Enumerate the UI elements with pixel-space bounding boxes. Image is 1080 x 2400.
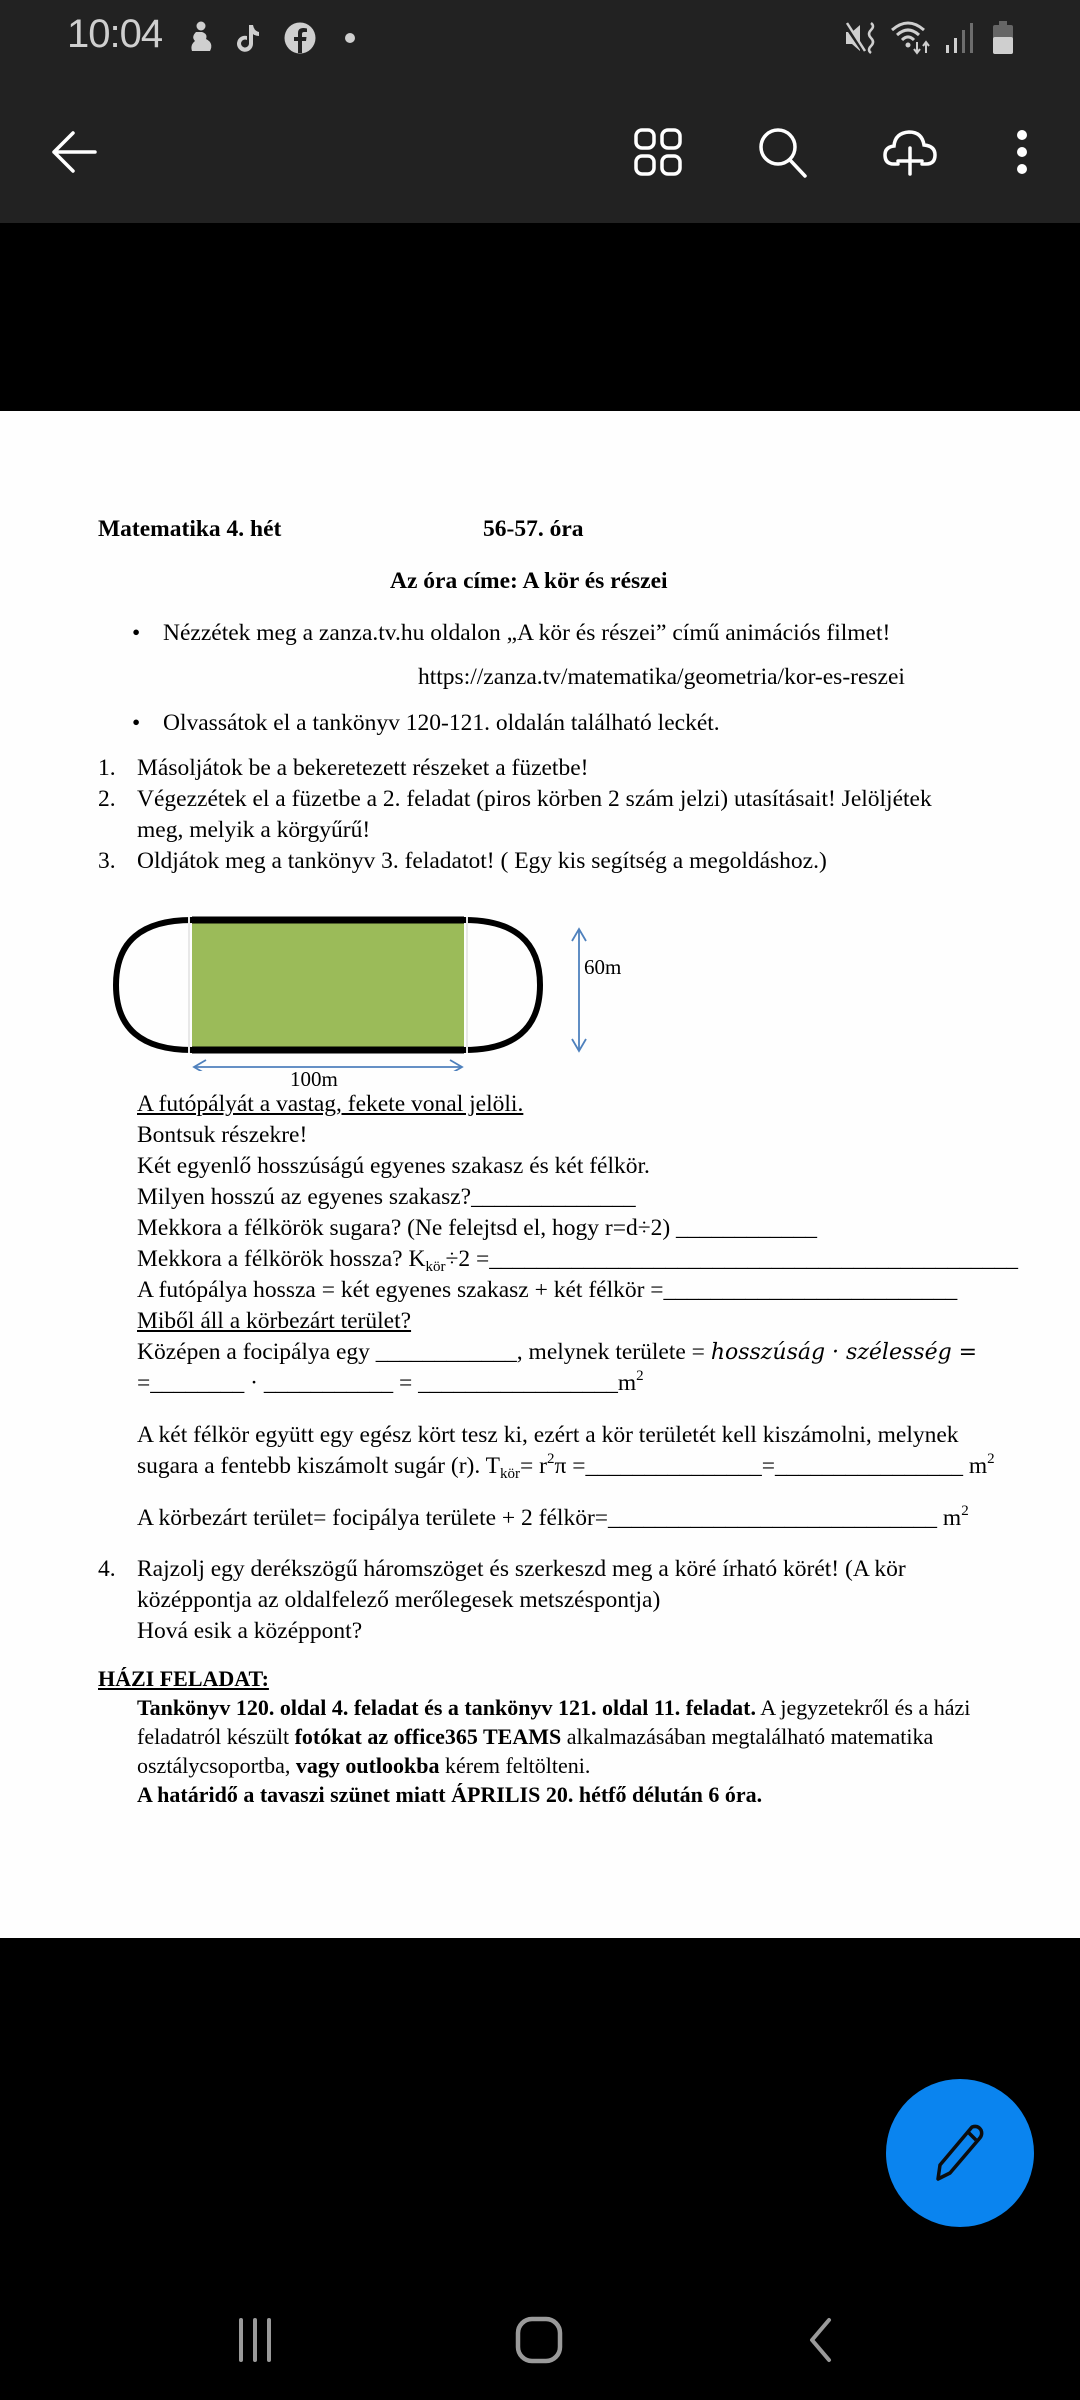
status-bar [0,0,1080,80]
edit-fab-button[interactable] [886,2079,1034,2227]
header-left: Matematika 4. hét [98,516,282,542]
home-icon [514,2315,564,2365]
homework-line3: osztálycsoportba, vagy outlookba kérem feltölteni. [137,1753,591,1778]
field-area-blanks: =________ · ___________ = $\_\_\_\_\_\_\_\_\_\_\_\_\_\_\_\_\_m^2$ [137,1368,644,1396]
item-2-line2: meg, melyik a körgyűrű! [137,817,371,843]
width-label: 100m [290,1067,338,1091]
system-nav-bar [0,2280,1080,2400]
search-button[interactable] [747,116,819,188]
bullet-dot: • [132,620,141,646]
arrow-left-icon [51,131,97,173]
nav-back-button[interactable] [775,2300,865,2380]
zanza-link[interactable]: https://zanza.tv/matematika/geometria/kor-es-reszei [418,664,905,690]
track-description: A futópályát a vastag, fekete vonal jelöli. [137,1091,524,1117]
question-straight-length: Milyen hosszú az egyenes szakasz?______________ [137,1184,636,1210]
task-text: Két egyenlő hosszúságú egyenes szakasz és két félkör. [137,1153,650,1179]
home-button[interactable] [494,2300,584,2380]
running-track-figure [108,901,668,1071]
question-radius: Mekkora a félkörök sugara? (Ne felejtsd el, hogy r=d÷2) ____________ [137,1215,818,1241]
question-track-length: A futópálya hossza = két egyenes szakasz + két félkör =_________________________ [137,1277,958,1303]
lesson-title: Az óra címe: A kör és részei [390,568,668,594]
circle-area-text: A két félkör együtt egy egész kört tesz ki, ezért a kör területét kell kiszámolni, melynek [137,1422,959,1448]
homework-deadline: A határidő a tavaszi szünet miatt ÁPRILIS 20. hétfő délután 6 óra. [137,1782,763,1807]
item-number: 4. [98,1556,116,1582]
pencil-icon [932,2123,988,2183]
cloud-upload-button[interactable] [874,116,946,188]
battery-icon [990,18,1016,58]
item-number: 1. [98,755,116,781]
height-dimension-arrow [572,929,586,1051]
item-number: 2. [98,786,116,812]
track-right-semicircle [464,920,540,1050]
grid-icon [633,127,683,177]
chevron-left-icon [805,2316,835,2364]
enclosed-area-formula: A körbezárt terület= focipálya területe + 2 félkör=____________________________ $m^2$ [137,1503,969,1531]
thumbnails-button[interactable] [622,116,694,188]
bullet-textbook: Olvassátok el a tankönyv 120-121. oldalán található leckét. [163,710,720,736]
wifi-data-icon [890,18,934,58]
more-options-button[interactable] [986,116,1058,188]
back-button[interactable] [38,116,110,188]
item-3: Oldjátok meg a tankönyv 3. feladatot! ( Egy kis segítség a megoldáshoz.) [137,848,827,874]
search-icon [757,126,809,178]
item-2-line1: Végezzétek el a füzetbe a 2. feladat (piros körben 2 szám jelzi) utasításait! Jelöljétek [137,786,932,812]
baby-bump-app-icon [186,18,216,58]
homework-line2: feladatról készült fotókat az office365 TEAMS alkalmazásában megtalálható matematika [137,1724,934,1749]
signal-strength-icon [942,18,976,58]
item-4-line3: Hová esik a középpont? [137,1618,363,1644]
recent-apps-button[interactable] [210,2300,300,2380]
bullet-video: Nézzétek meg a zanza.tv.hu oldalon „A kör és részei” című animációs filmet! [163,620,891,646]
enclosed-area-heading: Miből áll a körbezárt terület? [137,1308,412,1334]
item-1: Másoljátok be a bekeretezett részeket a füzetbe! [137,755,589,781]
item-4-line2: középpontja az oldalfelező merőlegesek metszéspontja) [137,1587,661,1613]
mute-vibrate-icon [844,18,880,58]
app-toolbar [0,80,1080,223]
task-text: Bontsuk részekre! [137,1122,308,1148]
track-left-semicircle [116,920,192,1050]
tiktok-icon [234,18,264,58]
header-right: 56-57. óra [483,516,584,542]
recents-icon [233,2317,277,2363]
status-time: 10:04 [67,12,163,56]
football-field [192,920,464,1050]
cloud-upload-icon [882,128,938,176]
circle-area-formula: sugara a fentebb kiszámolt sugár (r). $T_{kör}= r^2\pi$ =_______________=________________ $m^2$ [137,1451,995,1482]
field-area-formula: Középen a focipálya egy ____________, melynek területe = hosszúság · szélesség = [137,1339,978,1365]
more-notifications-dot-icon [340,18,360,58]
facebook-icon [282,18,318,58]
more-vertical-icon [1015,129,1029,175]
height-label: 60m [584,955,622,979]
question-semicircle-length: Mekkora a félkörök hossza? $K_{kör}\div 2$ =_____________________________________________ [137,1246,1018,1275]
homework-heading: HÁZI FELADAT: [98,1666,269,1691]
homework-line1: Tankönyv 120. oldal 4. feladat és a tankönyv 121. oldal 11. feladat. A jegyzetekről és a házi [137,1695,971,1720]
item-number: 3. [98,848,116,874]
page-gap [0,223,1080,411]
item-4-line1: Rajzolj egy derékszögű háromszöget és szerkeszd meg a köré írható körét! (A kör [137,1556,906,1582]
bullet-dot: • [132,710,141,736]
pdf-page[interactable] [0,411,1080,1938]
